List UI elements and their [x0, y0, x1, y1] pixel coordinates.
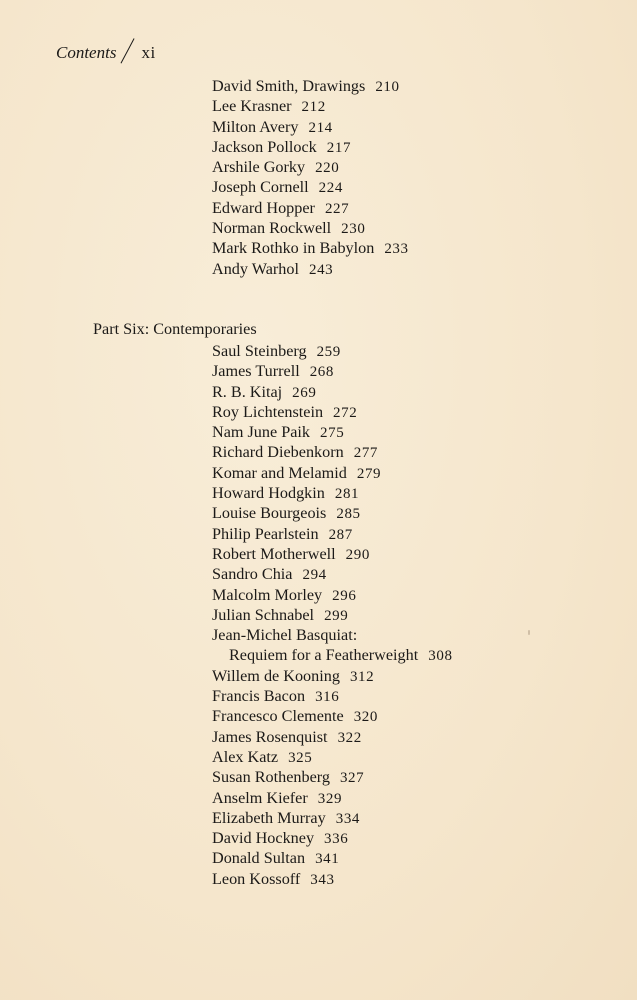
- entry-title: Milton Avery: [212, 117, 299, 136]
- entry-title: Alex Katz: [212, 747, 279, 766]
- entry-title: Louise Bourgeois: [212, 504, 327, 523]
- entry-title: James Turrell: [212, 362, 300, 381]
- entry-page-number: 212: [301, 99, 326, 116]
- entry-page-number: 272: [333, 404, 358, 421]
- entry-title: Donald Sultan: [212, 849, 306, 868]
- contents-entry: [212, 788, 453, 808]
- contents-entry: [212, 238, 409, 258]
- entry-title: Julian Schnabel: [212, 605, 315, 624]
- slash-divider: [118, 40, 138, 62]
- entry-page-number: 341: [315, 851, 340, 868]
- entry-title: Andy Warhol: [212, 259, 299, 278]
- contents-entry: [212, 198, 409, 218]
- entry-page-number: 296: [332, 587, 357, 604]
- entry-page-number: 329: [317, 790, 343, 807]
- entry-page-number: 336: [324, 831, 349, 848]
- contents-entry: [212, 361, 453, 381]
- entry-page-number: 343: [310, 871, 335, 888]
- contents-entry: [212, 767, 453, 787]
- running-header-title: Contents: [56, 43, 117, 62]
- entry-page-number: 320: [353, 709, 379, 726]
- entry-title: David Smith, Drawings: [212, 77, 366, 95]
- entry-page-number: 269: [292, 384, 317, 401]
- contents-entry: [212, 808, 453, 828]
- entry-title: Susan Rothenberg: [212, 768, 330, 787]
- entry-page-number: 210: [375, 79, 400, 95]
- contents-entry: [212, 259, 409, 279]
- entry-page-number: 220: [315, 160, 340, 177]
- page-number: xi: [141, 43, 156, 62]
- entry-page-number: 224: [318, 180, 343, 197]
- contents-entry: [212, 422, 453, 442]
- contents-entry: [212, 828, 453, 848]
- entry-title: Elizabeth Murray: [212, 808, 326, 827]
- entry-title: Howard Hodgkin: [212, 484, 325, 503]
- contents-entry: [212, 341, 453, 361]
- contents-entry: [212, 177, 409, 197]
- contents-entry: [212, 218, 409, 238]
- part-six-heading: Part Six: Contemporaries: [93, 320, 257, 338]
- entry-page-number: 287: [328, 526, 353, 543]
- entry-page-number: 299: [324, 607, 349, 624]
- entry-title: Jackson Pollock: [212, 137, 317, 156]
- contents-entry: [212, 503, 453, 523]
- entry-title: David Hockney: [212, 829, 315, 848]
- entry-title: R. B. Kitaj: [212, 382, 283, 401]
- entry-title: Komar and Melamid: [212, 463, 347, 482]
- contents-entry: [212, 483, 453, 503]
- contents-entry: [212, 117, 409, 137]
- entry-page-number: 290: [345, 546, 370, 563]
- entry-page-number: 277: [353, 445, 379, 462]
- contents-entry: [212, 96, 409, 116]
- contents-entry: [212, 706, 453, 726]
- entry-title: Anselm Kiefer: [212, 788, 308, 807]
- entry-page-number: 233: [384, 241, 409, 258]
- entry-title: Joseph Cornell: [212, 178, 309, 197]
- entry-page-number: 279: [356, 465, 382, 482]
- contents-entry: [212, 686, 453, 706]
- entry-page-number: 322: [337, 729, 362, 746]
- contents-list-part-six: [212, 341, 453, 889]
- entry-page-number: 316: [315, 689, 340, 706]
- entry-title: Francis Bacon: [212, 687, 306, 706]
- contents-entry: [212, 463, 453, 483]
- entry-page-number: 294: [302, 567, 327, 584]
- contents-entry: [212, 76, 409, 96]
- entry-title: Willem de Kooning: [212, 666, 340, 685]
- entry-page-number: 214: [308, 119, 333, 136]
- entry-page-number: 312: [349, 668, 375, 685]
- contents-entry: [212, 585, 453, 605]
- contents-entry: [212, 524, 453, 544]
- entry-page-number: 227: [324, 200, 350, 217]
- entry-page-number: 243: [308, 261, 334, 278]
- contents-entry: [212, 645, 453, 665]
- entry-title: Jean-Michel Basquiat:: [212, 626, 358, 645]
- running-header: [56, 40, 156, 63]
- entry-title: Sandro Chia: [212, 565, 293, 584]
- entry-title: Malcolm Morley: [212, 585, 323, 604]
- entry-title: Arshile Gorky: [212, 158, 306, 177]
- entry-page-number: 285: [336, 506, 361, 523]
- entry-page-number: 217: [326, 139, 352, 156]
- entry-title: Requiem for a Featherweight: [229, 646, 419, 665]
- entry-page-number: 281: [334, 486, 360, 503]
- entry-page-number: 275: [320, 425, 345, 442]
- entry-title: Francesco Clemente: [212, 707, 344, 726]
- entry-title: Mark Rothko in Babylon: [212, 239, 375, 258]
- entry-title: Lee Krasner: [212, 97, 292, 116]
- entry-title: Nam June Paik: [212, 423, 311, 442]
- entry-title: Norman Rockwell: [212, 219, 332, 238]
- entry-title: Robert Motherwell: [212, 544, 336, 563]
- contents-entry: [212, 137, 409, 157]
- contents-list-continued: [212, 76, 409, 279]
- entry-title: Richard Diebenkorn: [212, 443, 344, 462]
- contents-entry: [212, 869, 453, 889]
- entry-title: Philip Pearlstein: [212, 524, 319, 543]
- entry-title: Leon Kossoff: [212, 869, 301, 888]
- contents-entry: [212, 747, 453, 767]
- entry-title: Saul Steinberg: [212, 342, 307, 360]
- contents-entry: [212, 382, 453, 402]
- contents-entry: [212, 544, 453, 564]
- entry-page-number: 268: [309, 364, 334, 381]
- entry-title: James Rosenquist: [212, 727, 328, 746]
- contents-entry: [212, 625, 453, 645]
- entry-page-number: 334: [335, 810, 361, 827]
- contents-entry: [212, 564, 453, 584]
- entry-title: Edward Hopper: [212, 198, 315, 217]
- entry-title: Roy Lichtenstein: [212, 402, 324, 421]
- contents-entry: [212, 848, 453, 868]
- entry-page-number: 308: [428, 648, 453, 665]
- contents-entry: [212, 605, 453, 625]
- contents-entry: [212, 727, 453, 747]
- paper-speck: [528, 630, 530, 635]
- entry-page-number: 230: [341, 221, 366, 238]
- contents-entry: [212, 157, 409, 177]
- contents-entry: [212, 442, 453, 462]
- contents-entry: [212, 402, 453, 422]
- contents-entry: [212, 666, 453, 686]
- entry-page-number: 259: [316, 344, 341, 360]
- entry-page-number: 325: [288, 749, 313, 766]
- entry-page-number: 327: [339, 770, 365, 787]
